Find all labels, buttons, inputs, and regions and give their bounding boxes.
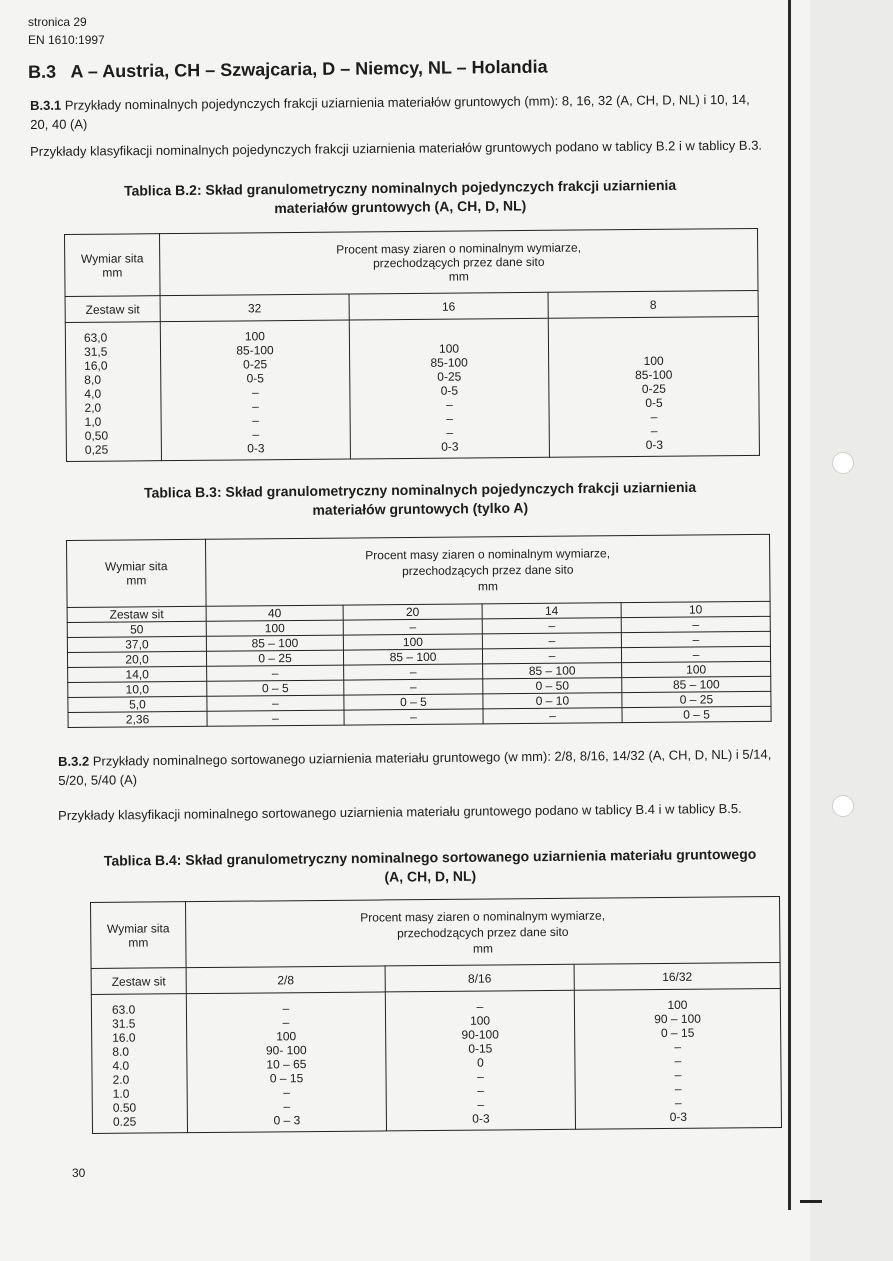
passing-value: 100 xyxy=(244,329,265,344)
passing-value: 100 xyxy=(469,1013,491,1028)
passing-value: 0-3 xyxy=(472,1111,490,1126)
sieve-size: 16,0 xyxy=(84,358,108,373)
percent-passing-header xyxy=(186,896,781,967)
header-line: Wymiar sita xyxy=(104,559,168,574)
passing-value: 0-5 xyxy=(246,371,264,386)
sieve-size: 2,0 xyxy=(84,400,102,415)
fraction-column-header: 16/32 xyxy=(574,962,780,990)
passing-value: – xyxy=(282,1015,290,1030)
passing-value: 0-5 xyxy=(645,395,663,410)
header-line: mm xyxy=(448,268,469,284)
sieve-size: 31,5 xyxy=(83,344,108,359)
header-line: mm xyxy=(128,934,149,950)
values-cell-8-16 xyxy=(385,990,575,1131)
percent-passing-header xyxy=(160,228,759,295)
passing-value: 0-25 xyxy=(243,357,268,372)
passing-value: – xyxy=(476,999,484,1014)
passing-value: – xyxy=(446,397,453,412)
paragraph-b31-classification: Przykłady klasyfikacji nominalnych pojedynczych frakcji uziarnienia materiałów gruntowych podano w tablicy B.2 i w tablicy B.3. xyxy=(30,137,763,159)
sieve-size: 2.0 xyxy=(112,1072,130,1087)
passing-value: – xyxy=(251,385,259,400)
passing-value: – xyxy=(477,1097,485,1112)
caption-line: Tablica B.4: Skład granulometryczny nominalnego sortowanego uziarnienia materiału gruntowego xyxy=(103,845,757,869)
header-line: Procent masy ziaren o nominalnym wymiarze, xyxy=(360,908,606,925)
percent-passing-header xyxy=(205,534,770,606)
value-column xyxy=(579,997,777,1125)
page-label: stronica 29 xyxy=(28,15,87,29)
passing-value: 90- 100 xyxy=(265,1043,307,1058)
passing-value: – xyxy=(252,399,259,414)
standard-number: EN 1610:1997 xyxy=(28,33,105,47)
passing-value: – xyxy=(446,425,454,440)
header-line: mm xyxy=(126,573,147,588)
sieve-size-header xyxy=(65,234,161,297)
sieve-size: 4,0 xyxy=(84,386,102,401)
passing-value: 100 xyxy=(206,620,343,636)
passing-value: 85-100 xyxy=(430,355,468,370)
section-number: B.3 xyxy=(28,61,57,82)
sieve-size: 63,0 xyxy=(83,330,108,345)
passing-value: 0-3 xyxy=(645,437,664,452)
sieve-size: 16.0 xyxy=(112,1030,136,1045)
section-heading xyxy=(28,57,548,83)
passing-value: – xyxy=(482,618,621,634)
sieve-size: 31.5 xyxy=(112,1016,136,1031)
fraction-column-header: 32 xyxy=(160,294,349,322)
sieve-size: 0,25 xyxy=(84,442,109,457)
table-b3 xyxy=(66,534,772,728)
fraction-column-header: 14 xyxy=(482,603,621,619)
passing-value: 0 – 25 xyxy=(622,691,771,707)
passing-value: – xyxy=(344,664,483,680)
sieve-size-header xyxy=(67,539,207,607)
passing-value: – xyxy=(207,710,344,726)
passing-value: – xyxy=(674,1039,682,1054)
passing-value: 0-3 xyxy=(247,441,265,456)
value-column xyxy=(390,999,571,1127)
passing-value: 0 – 50 xyxy=(483,678,622,694)
passing-value: 85-100 xyxy=(236,343,274,358)
header-line: Procent masy ziaren o nominalnym wymiarze, xyxy=(336,239,582,257)
table-b3-caption xyxy=(110,478,730,522)
sieve-size: 2,36 xyxy=(68,711,207,727)
passing-value: – xyxy=(482,633,621,649)
header-line: przechodzących przez dane sito xyxy=(402,562,574,579)
sieve-size: 37,0 xyxy=(67,636,206,652)
passing-value: – xyxy=(252,413,260,428)
fraction-column-header: 10 xyxy=(621,601,770,617)
passing-value: – xyxy=(282,1001,290,1016)
passing-value: 0-25 xyxy=(437,369,462,384)
table-b4 xyxy=(90,896,782,1134)
passing-value: 0 – 5 xyxy=(207,680,344,696)
caption-line: Tablica B.2: Skład granulometryczny nominalnych pojedynczych frakcji uziarnienia xyxy=(123,176,677,199)
passing-value: – xyxy=(621,631,770,647)
passing-value: – xyxy=(343,619,482,635)
passing-value: 0 – 5 xyxy=(622,706,771,722)
fraction-column-header: 2/8 xyxy=(186,966,385,994)
passing-value: 0 – 15 xyxy=(660,1025,695,1041)
table-b2 xyxy=(64,228,760,462)
paragraph-b32-classification: Przykłady klasyfikacji nominalnego sortowanego uziarnienia materiału gruntowego podano w tablicy B.4 i w tablicy B.5. xyxy=(58,800,742,823)
adjacent-page-strip xyxy=(810,0,893,1261)
values-cell-32 xyxy=(160,320,350,461)
passing-value: – xyxy=(252,427,260,442)
values-cell-16-32 xyxy=(574,988,781,1129)
passing-value: 0 – 5 xyxy=(344,694,483,710)
header-line: mm xyxy=(472,940,493,956)
sieve-sizes xyxy=(112,1002,183,1129)
passing-value: – xyxy=(283,1099,291,1114)
sieve-set-label: Zestaw sit xyxy=(67,606,206,622)
passing-value: 100 xyxy=(343,634,482,650)
fraction-column-header: 16 xyxy=(349,292,548,320)
passing-value: 0-15 xyxy=(468,1041,493,1056)
sieve-size: 10,0 xyxy=(68,681,207,697)
value-column xyxy=(191,1000,382,1128)
passing-value: – xyxy=(650,423,658,438)
passing-value: – xyxy=(477,1083,485,1098)
passing-value: 0 – 15 xyxy=(269,1071,304,1086)
passing-value: 90-100 xyxy=(461,1027,499,1042)
page-number: 30 xyxy=(72,1166,86,1180)
passing-value: 85 – 100 xyxy=(343,649,482,665)
sieve-set-label: Zestaw sit xyxy=(91,968,186,995)
header-line: mm xyxy=(102,264,123,280)
value-column xyxy=(354,327,545,455)
header-line: Wymiar sita xyxy=(106,920,170,936)
sieve-sizes xyxy=(84,330,157,457)
binder-hole-icon xyxy=(832,452,854,474)
fraction-column-header: 8 xyxy=(548,290,758,318)
binder-hole-icon xyxy=(832,795,854,817)
subsection-number: B.3.1 xyxy=(30,97,62,113)
passing-value: 0-25 xyxy=(641,381,666,396)
passing-value: – xyxy=(283,1085,291,1100)
section-title: A – Austria, CH – Szwajcaria, D – Niemcy, NL – Holandia xyxy=(70,56,548,82)
passing-value: – xyxy=(650,409,658,424)
paragraph-b31 xyxy=(30,90,770,134)
value-column xyxy=(165,329,346,457)
passing-value: 0-3 xyxy=(441,439,459,454)
sieve-sizes-cell xyxy=(91,994,187,1134)
sieve-size: 20,0 xyxy=(67,651,206,667)
passing-value: 85 – 100 xyxy=(483,663,622,679)
passing-value: 10 – 65 xyxy=(266,1057,307,1072)
passing-value: – xyxy=(674,1067,682,1082)
header-line: przechodzących przez dane sito xyxy=(397,924,569,940)
table-b2-caption xyxy=(90,176,710,220)
sieve-sizes-cell xyxy=(65,322,161,462)
values-cell-2-8 xyxy=(186,992,386,1133)
passing-value: – xyxy=(674,1095,682,1110)
passing-value: 0-3 xyxy=(669,1109,688,1124)
sieve-size: 4.0 xyxy=(112,1058,130,1073)
sieve-size: 1.0 xyxy=(112,1086,130,1101)
passing-value: 100 xyxy=(276,1029,297,1044)
table-b4-caption xyxy=(72,845,788,890)
caption-line: Tablica B.3: Skład granulometryczny nominalnych pojedynczych frakcji uziarnienia xyxy=(143,478,697,501)
page-edge-corner xyxy=(800,1200,822,1203)
passing-value: 100 xyxy=(643,353,664,368)
passing-value: – xyxy=(482,648,621,664)
header-line: przechodzących przez dane sito xyxy=(372,254,545,270)
passing-value: 90 – 100 xyxy=(654,1011,701,1027)
paragraph-text: Przykłady nominalnych pojedynczych frakcji uziarnienia materiałów gruntowych (mm): 8, 16, 32 (A, CH, D, NL) i 10, 14, 20, 40 (A) xyxy=(30,91,750,132)
caption-line: materiałów gruntowych (A, CH, D, NL) xyxy=(274,197,527,217)
passing-value: 0 – 25 xyxy=(206,650,343,666)
caption-line: materiałów gruntowych (tylko A) xyxy=(312,499,529,518)
passing-value: 85 – 100 xyxy=(622,676,771,692)
passing-value: 100 xyxy=(622,661,771,677)
sieve-size: 63.0 xyxy=(111,1002,136,1017)
sieve-size: 0,50 xyxy=(84,428,109,443)
caption-line: (A, CH, D, NL) xyxy=(384,867,477,885)
sieve-size-header xyxy=(91,902,187,969)
passing-value: 0 xyxy=(477,1055,484,1070)
fraction-column-header: 40 xyxy=(206,605,343,621)
passing-value: – xyxy=(483,708,622,724)
sieve-size: 8.0 xyxy=(112,1044,130,1059)
header-line: Wymiar sita xyxy=(80,250,144,266)
passing-value: 85-100 xyxy=(635,367,673,383)
passing-value: 85 – 100 xyxy=(206,635,343,651)
value-column xyxy=(553,325,755,453)
sieve-set-label: Zestaw sit xyxy=(65,296,160,323)
fraction-column-header: 20 xyxy=(343,604,482,620)
passing-value: 0-5 xyxy=(440,383,459,398)
passing-value: – xyxy=(621,646,770,662)
sieve-size: 0.50 xyxy=(112,1100,137,1115)
sieve-size: 8,0 xyxy=(84,372,102,387)
header-line: mm xyxy=(477,579,498,594)
subsection-number: B.3.2 xyxy=(58,753,90,769)
paragraph-b32 xyxy=(58,744,794,790)
sieve-size: 1,0 xyxy=(84,414,102,429)
paragraph-text: Przykłady nominalnego sortowanego uziarnienia materiału gruntowego (w mm): 2/8, 8/16, 14/32 (A, CH, D, NL) i 5/14, 5/20, 5/40 (A) xyxy=(58,746,772,788)
passing-value: – xyxy=(344,709,483,725)
sieve-size: 50 xyxy=(67,621,206,637)
passing-value: – xyxy=(207,695,344,711)
values-cell-16 xyxy=(349,318,549,459)
passing-value: – xyxy=(207,665,344,681)
passing-value: – xyxy=(674,1053,682,1068)
passing-value: 100 xyxy=(438,341,460,356)
sieve-size: 5,0 xyxy=(68,696,207,712)
header-line: Procent masy ziaren o nominalnym wymiarze, xyxy=(365,546,611,563)
passing-value: 100 xyxy=(667,997,688,1012)
values-cell-8 xyxy=(548,316,759,457)
page-edge-line xyxy=(788,0,791,1210)
passing-value: – xyxy=(344,679,483,695)
passing-value: – xyxy=(621,616,770,632)
sieve-size: 14,0 xyxy=(68,666,207,682)
passing-value: – xyxy=(477,1069,484,1084)
passing-value: 0 – 3 xyxy=(273,1113,301,1128)
passing-value: 0 – 10 xyxy=(483,693,622,709)
fraction-column-header: 8/16 xyxy=(385,964,574,992)
sieve-size: 0.25 xyxy=(112,1114,137,1129)
passing-value: – xyxy=(446,411,454,426)
passing-value: – xyxy=(674,1081,682,1096)
